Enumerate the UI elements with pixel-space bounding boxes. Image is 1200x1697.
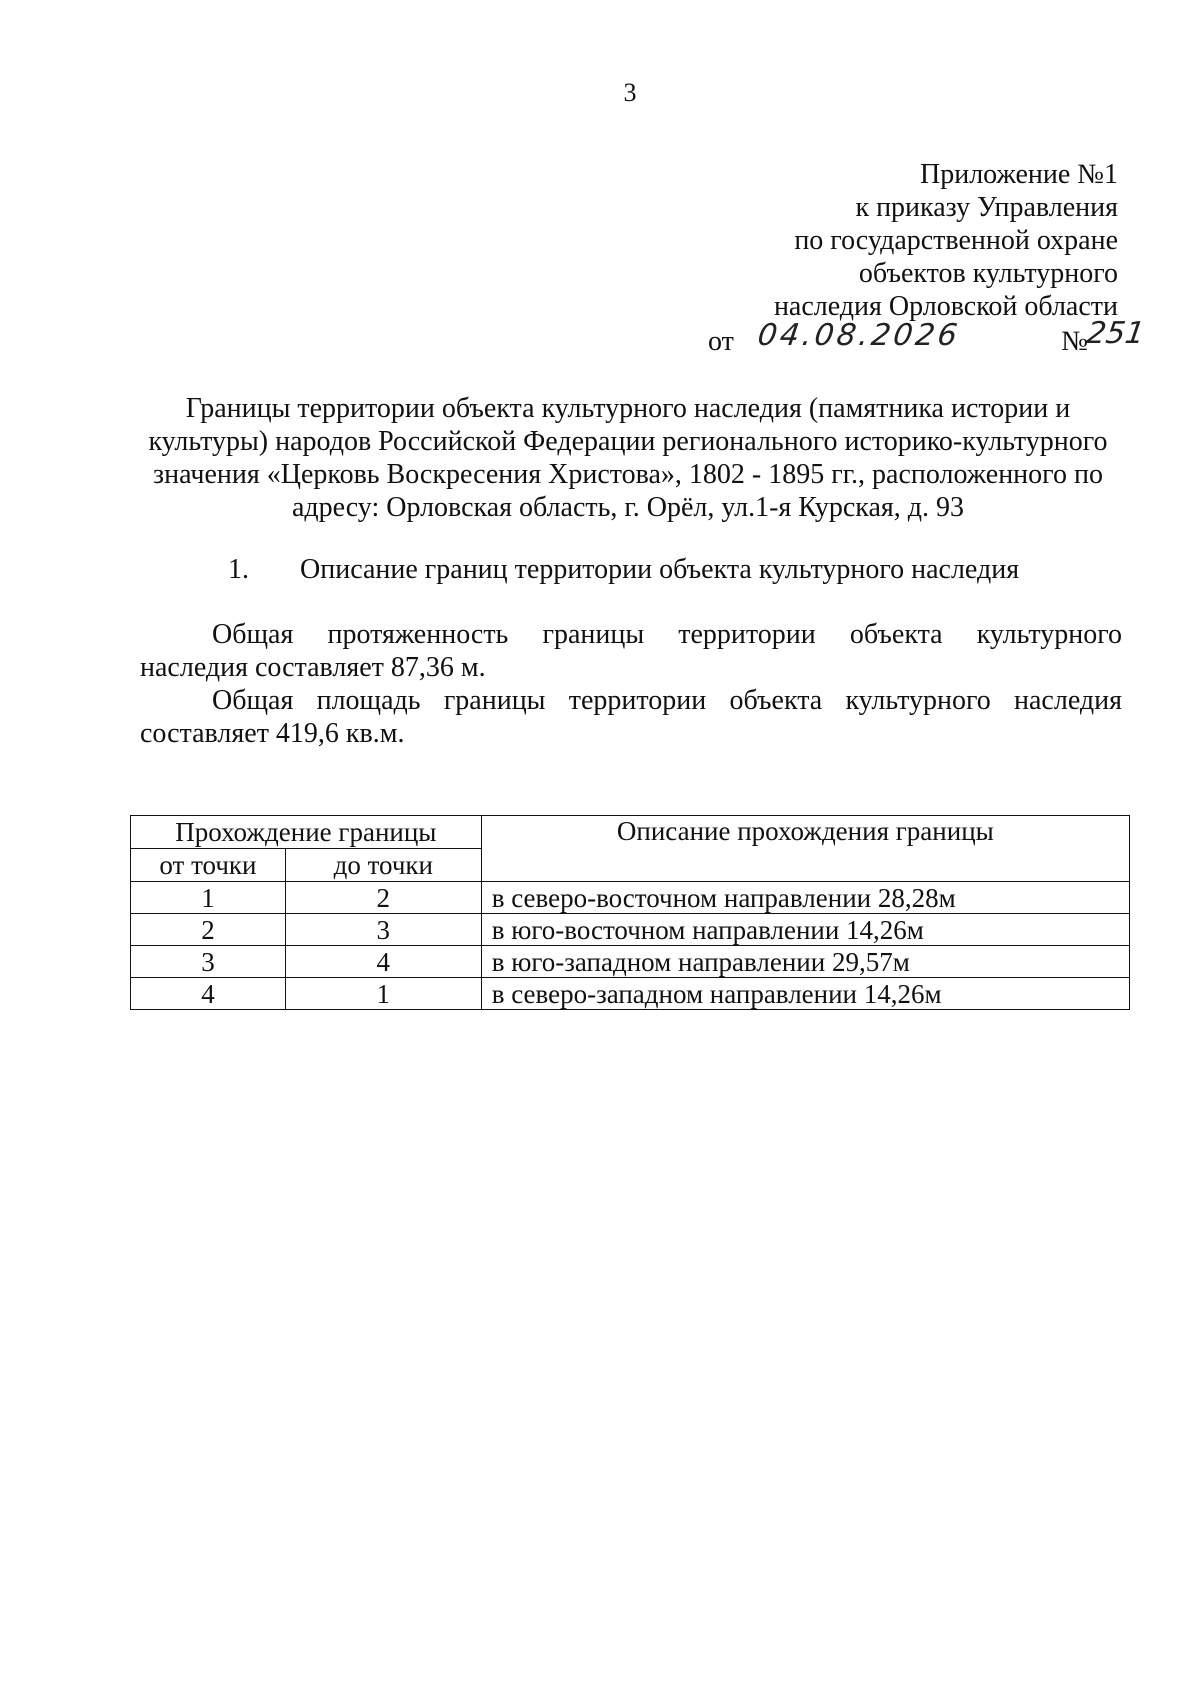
table-row bbox=[131, 946, 1130, 978]
description-cell: в юго-восточном направлении 14,26м bbox=[481, 914, 1129, 946]
title-line: культуры) народов Российской Федерации регионального историко-культурного bbox=[148, 426, 1108, 457]
description-header: Описание прохождения границы bbox=[481, 816, 1129, 882]
description-cell: в северо-восточном направлении 28,28м bbox=[481, 882, 1129, 914]
appendix-block bbox=[698, 158, 1147, 363]
handwritten-order-number: 251 bbox=[1084, 316, 1147, 351]
from-point-cell: 4 bbox=[131, 978, 286, 1010]
paragraph-total-area bbox=[140, 684, 1122, 750]
title-line: значения «Церковь Воскресения Христова», 1802 - 1895 гг., расположенного по bbox=[153, 459, 1103, 490]
from-point-cell: 1 bbox=[131, 882, 286, 914]
order-date-line bbox=[698, 316, 1147, 363]
from-point-header: от точки bbox=[131, 849, 286, 882]
appendix-line: Приложение №1 bbox=[920, 159, 1118, 190]
table-row bbox=[131, 882, 1130, 914]
paragraph-total-length bbox=[140, 618, 1122, 684]
to-point-cell: 3 bbox=[285, 914, 481, 946]
boundary-table bbox=[130, 815, 1130, 1010]
description-cell: в северо-западном направлении 14,26м bbox=[481, 978, 1129, 1010]
number-label: № bbox=[1061, 326, 1088, 357]
section-heading bbox=[228, 554, 1019, 586]
to-point-cell: 1 bbox=[285, 978, 481, 1010]
to-point-cell: 4 bbox=[285, 946, 481, 978]
section-number: 1. bbox=[228, 554, 249, 585]
from-point-cell: 2 bbox=[131, 914, 286, 946]
group-header: Прохождение границы bbox=[131, 816, 482, 849]
table-row bbox=[131, 978, 1130, 1010]
title-line: Границы территории объекта культурного наследия (памятника истории и bbox=[185, 393, 1071, 424]
table-row bbox=[131, 914, 1130, 946]
page-number: 3 bbox=[623, 78, 637, 107]
appendix-line: наследия Орловской области bbox=[773, 291, 1118, 322]
appendix-line: объектов культурного bbox=[858, 258, 1118, 289]
paragraph-line: составляет 419,6 кв.м. bbox=[140, 718, 405, 749]
to-point-cell: 2 bbox=[285, 882, 481, 914]
paragraph-line: наследия составляет 87,36 м. bbox=[140, 652, 486, 683]
section-heading-text: Описание границ территории объекта культурного наследия bbox=[300, 554, 1020, 585]
description-cell: в юго-западном направлении 29,57м bbox=[481, 946, 1129, 978]
title-line: адресу: Орловская область, г. Орёл, ул.1-я Курская, д. 93 bbox=[291, 492, 965, 523]
appendix-line: по государственной охране bbox=[794, 225, 1118, 256]
paragraph-line: Общая протяженность границы территории объекта культурного bbox=[212, 619, 1122, 650]
from-point-cell: 3 bbox=[131, 946, 286, 978]
paragraph-line: Общая площадь границы территории объекта культурного наследия bbox=[212, 685, 1122, 716]
appendix-line: к приказу Управления bbox=[855, 192, 1118, 223]
document-title bbox=[130, 392, 1126, 524]
table-header-row bbox=[131, 816, 1130, 849]
handwritten-date: 04.08.2026 bbox=[755, 318, 963, 353]
to-point-header: до точки bbox=[285, 849, 481, 882]
from-label: от bbox=[708, 326, 734, 357]
